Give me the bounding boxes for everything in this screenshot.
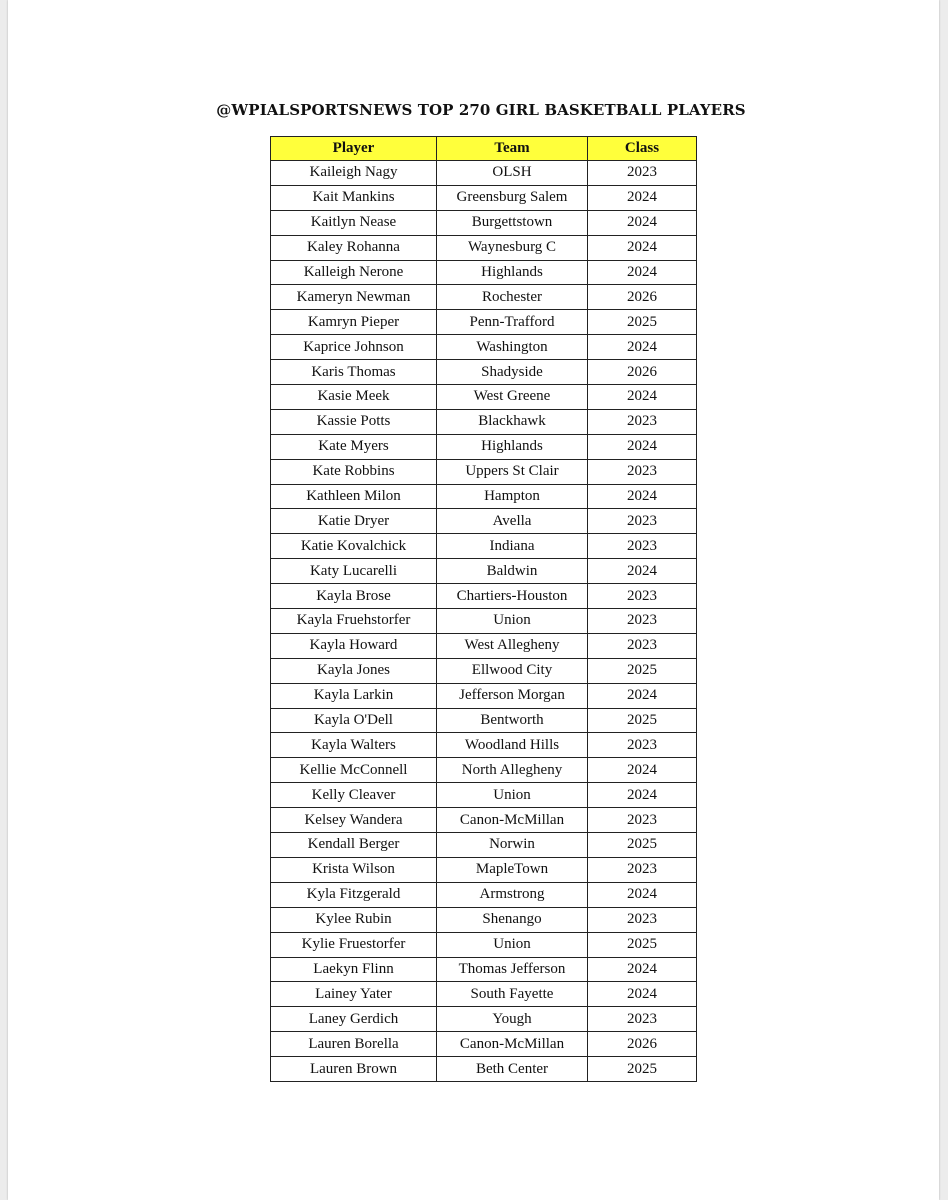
table-row (271, 534, 697, 559)
team-cell: Greensburg Salem (437, 185, 588, 210)
player-cell: Kassie Potts (271, 409, 437, 434)
team-cell: Beth Center (437, 1057, 588, 1082)
table-row (271, 882, 697, 907)
player-cell: Kyla Fitzgerald (271, 882, 437, 907)
player-cell: Lauren Brown (271, 1057, 437, 1082)
player-cell: Kasie Meek (271, 385, 437, 410)
player-cell: Kendall Berger (271, 833, 437, 858)
player-cell: Katy Lucarelli (271, 559, 437, 584)
table-row (271, 708, 697, 733)
table-row (271, 683, 697, 708)
team-cell: Baldwin (437, 559, 588, 584)
player-cell: Kellie McConnell (271, 758, 437, 783)
class-cell: 2024 (588, 484, 697, 509)
table-row (271, 932, 697, 957)
player-cell: Kayla Fruehstorfer (271, 609, 437, 634)
table-row (271, 210, 697, 235)
player-cell: Kaitlyn Nease (271, 210, 437, 235)
player-cell: Katie Dryer (271, 509, 437, 534)
table-row (271, 385, 697, 410)
class-cell: 2023 (588, 459, 697, 484)
table-row (271, 609, 697, 634)
document-page (8, 0, 939, 1200)
team-cell: OLSH (437, 161, 588, 186)
player-cell: Laekyn Flinn (271, 957, 437, 982)
class-cell: 2023 (588, 633, 697, 658)
team-cell: Norwin (437, 833, 588, 858)
column-header-player: Player (271, 137, 437, 161)
team-cell: North Allegheny (437, 758, 588, 783)
class-cell: 2023 (588, 509, 697, 534)
team-cell: South Fayette (437, 982, 588, 1007)
player-cell: Kayla Brose (271, 584, 437, 609)
class-cell: 2023 (588, 808, 697, 833)
player-cell: Kylee Rubin (271, 907, 437, 932)
player-cell: Kate Myers (271, 434, 437, 459)
class-cell: 2023 (588, 609, 697, 634)
player-cell: Laney Gerdich (271, 1007, 437, 1032)
table-row (271, 260, 697, 285)
player-cell: Kaprice Johnson (271, 335, 437, 360)
team-cell: Chartiers-Houston (437, 584, 588, 609)
table-body (271, 161, 697, 1082)
table-row (271, 459, 697, 484)
table-row (271, 235, 697, 260)
class-cell: 2023 (588, 534, 697, 559)
team-cell: West Greene (437, 385, 588, 410)
team-cell: Bentworth (437, 708, 588, 733)
table-row (271, 509, 697, 534)
player-cell: Kelsey Wandera (271, 808, 437, 833)
player-cell: Kayla Larkin (271, 683, 437, 708)
player-cell: Kaileigh Nagy (271, 161, 437, 186)
team-cell: Shenango (437, 907, 588, 932)
player-cell: Kait Mankins (271, 185, 437, 210)
players-table (270, 136, 697, 1082)
team-cell: MapleTown (437, 857, 588, 882)
column-header-class: Class (588, 137, 697, 161)
class-cell: 2024 (588, 335, 697, 360)
table-row (271, 907, 697, 932)
team-cell: Burgettstown (437, 210, 588, 235)
team-cell: Union (437, 783, 588, 808)
class-cell: 2023 (588, 161, 697, 186)
table-row (271, 857, 697, 882)
table-row (271, 758, 697, 783)
table-row (271, 808, 697, 833)
table-row (271, 584, 697, 609)
class-cell: 2025 (588, 1057, 697, 1082)
class-cell: 2025 (588, 833, 697, 858)
team-cell: Woodland Hills (437, 733, 588, 758)
team-cell: Canon-McMillan (437, 808, 588, 833)
class-cell: 2024 (588, 185, 697, 210)
class-cell: 2023 (588, 584, 697, 609)
player-cell: Lauren Borella (271, 1032, 437, 1057)
player-cell: Kayla Walters (271, 733, 437, 758)
table-row (271, 360, 697, 385)
class-cell: 2025 (588, 658, 697, 683)
team-cell: Washington (437, 335, 588, 360)
class-cell: 2023 (588, 907, 697, 932)
class-cell: 2024 (588, 683, 697, 708)
team-cell: West Allegheny (437, 633, 588, 658)
player-cell: Kate Robbins (271, 459, 437, 484)
page-title: @WPIALSPORTSNEWS TOP 270 GIRL BASKETBALL PLAYERS (216, 101, 746, 119)
team-cell: Union (437, 932, 588, 957)
table-row (271, 957, 697, 982)
table-row (271, 1032, 697, 1057)
table-row (271, 285, 697, 310)
table-row (271, 982, 697, 1007)
table-header-row (271, 137, 697, 161)
player-cell: Kylie Fruestorfer (271, 932, 437, 957)
class-cell: 2026 (588, 1032, 697, 1057)
table-row (271, 559, 697, 584)
player-cell: Kalleigh Nerone (271, 260, 437, 285)
table-row (271, 409, 697, 434)
player-cell: Krista Wilson (271, 857, 437, 882)
team-cell: Waynesburg C (437, 235, 588, 260)
class-cell: 2024 (588, 758, 697, 783)
team-cell: Jefferson Morgan (437, 683, 588, 708)
player-cell: Kameryn Newman (271, 285, 437, 310)
class-cell: 2024 (588, 882, 697, 907)
class-cell: 2023 (588, 857, 697, 882)
table-row (271, 161, 697, 186)
class-cell: 2024 (588, 957, 697, 982)
class-cell: 2024 (588, 235, 697, 260)
table-row (271, 484, 697, 509)
team-cell: Thomas Jefferson (437, 957, 588, 982)
table-row (271, 1007, 697, 1032)
team-cell: Union (437, 609, 588, 634)
player-cell: Lainey Yater (271, 982, 437, 1007)
class-cell: 2024 (588, 982, 697, 1007)
team-cell: Yough (437, 1007, 588, 1032)
column-header-team: Team (437, 137, 588, 161)
class-cell: 2024 (588, 385, 697, 410)
player-cell: Kayla Howard (271, 633, 437, 658)
team-cell: Rochester (437, 285, 588, 310)
team-cell: Uppers St Clair (437, 459, 588, 484)
table-row (271, 185, 697, 210)
class-cell: 2026 (588, 360, 697, 385)
player-cell: Katie Kovalchick (271, 534, 437, 559)
player-cell: Kayla Jones (271, 658, 437, 683)
team-cell: Ellwood City (437, 658, 588, 683)
team-cell: Indiana (437, 534, 588, 559)
table-row (271, 434, 697, 459)
class-cell: 2025 (588, 708, 697, 733)
table-row (271, 733, 697, 758)
team-cell: Armstrong (437, 882, 588, 907)
class-cell: 2024 (588, 260, 697, 285)
class-cell: 2023 (588, 409, 697, 434)
team-cell: Shadyside (437, 360, 588, 385)
team-cell: Hampton (437, 484, 588, 509)
table-row (271, 658, 697, 683)
class-cell: 2024 (588, 210, 697, 235)
class-cell: 2023 (588, 1007, 697, 1032)
team-cell: Penn-Trafford (437, 310, 588, 335)
table-row (271, 335, 697, 360)
team-cell: Highlands (437, 260, 588, 285)
player-cell: Kaley Rohanna (271, 235, 437, 260)
player-cell: Kayla O'Dell (271, 708, 437, 733)
class-cell: 2025 (588, 932, 697, 957)
player-cell: Kathleen Milon (271, 484, 437, 509)
team-cell: Blackhawk (437, 409, 588, 434)
class-cell: 2025 (588, 310, 697, 335)
table-row (271, 833, 697, 858)
table-row (271, 310, 697, 335)
class-cell: 2023 (588, 733, 697, 758)
player-cell: Kelly Cleaver (271, 783, 437, 808)
team-cell: Canon-McMillan (437, 1032, 588, 1057)
table-row (271, 1057, 697, 1082)
class-cell: 2024 (588, 559, 697, 584)
table-row (271, 783, 697, 808)
team-cell: Highlands (437, 434, 588, 459)
team-cell: Avella (437, 509, 588, 534)
class-cell: 2024 (588, 434, 697, 459)
table-row (271, 633, 697, 658)
player-cell: Karis Thomas (271, 360, 437, 385)
class-cell: 2026 (588, 285, 697, 310)
player-cell: Kamryn Pieper (271, 310, 437, 335)
class-cell: 2024 (588, 783, 697, 808)
